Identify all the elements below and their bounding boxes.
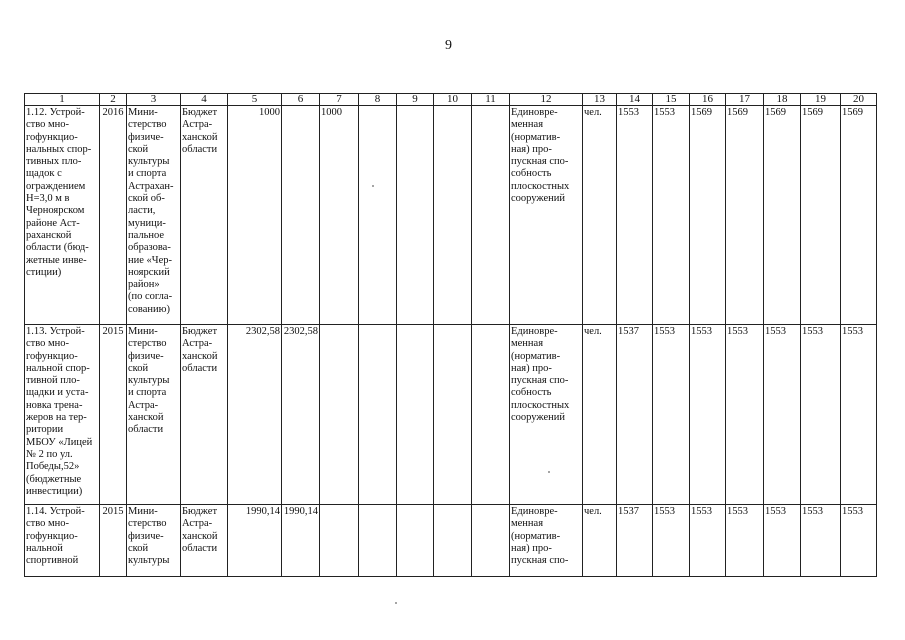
column-number-17: 17 (726, 94, 764, 106)
amount-cell (397, 106, 434, 325)
indicator-value-cell: 1553 (801, 325, 841, 505)
indicator-value-cell: 1553 (841, 325, 877, 505)
indicator-value-cell: 1553 (726, 505, 764, 577)
indicator-value-cell: 1553 (690, 325, 726, 505)
amount-2016-cell (320, 505, 359, 577)
column-number-6: 6 (282, 94, 320, 106)
funding-source-cell: Бюджет Астра- ханской области (181, 106, 228, 325)
indicator-value-cell: 1553 (764, 505, 801, 577)
amount-2016-cell (320, 325, 359, 505)
amount-2016-cell: 1000 (320, 106, 359, 325)
indicator-value-cell: 1537 (617, 505, 653, 577)
amount-cell (472, 325, 510, 505)
amount-cell (472, 106, 510, 325)
executor-cell: Мини- стерство физиче- ской культуры (127, 505, 181, 577)
indicator-value-cell: 1553 (653, 505, 690, 577)
scan-speck (372, 185, 374, 187)
column-number-4: 4 (181, 94, 228, 106)
year-cell: 2015 (100, 325, 127, 505)
indicator-value-cell: 1553 (653, 325, 690, 505)
amount-cell (359, 505, 397, 577)
column-number-12: 12 (510, 94, 583, 106)
indicator-value-cell: 1537 (617, 325, 653, 505)
measure-name-cell: 1.12. Устрой- ство мно- гофункцио- нальных спор- тивных пло- щадок с ограждением Н=3,0 м в Черноярском районе Аст- раханской области (бюд- жетные инве- стиции) (25, 106, 100, 325)
indicator-name-cell: Единовре- менная (норматив- ная) про- пускная спо- (510, 505, 583, 577)
column-number-11: 11 (472, 94, 510, 106)
column-number-row (25, 94, 877, 106)
amount-cell (397, 505, 434, 577)
column-number-20: 20 (841, 94, 877, 106)
indicator-name-cell: Единовре- менная (норматив- ная) про- пускная спо- собность плоскостных сооружений (510, 106, 583, 325)
column-number-7: 7 (320, 94, 359, 106)
table-row (25, 106, 877, 325)
column-number-10: 10 (434, 94, 472, 106)
funding-source-cell: Бюджет Астра- ханской области (181, 505, 228, 577)
indicator-value-cell: 1569 (726, 106, 764, 325)
column-number-18: 18 (764, 94, 801, 106)
column-number-13: 13 (583, 94, 617, 106)
column-number-3: 3 (127, 94, 181, 106)
amount-2015-cell: 2302,58 (282, 325, 320, 505)
column-number-9: 9 (397, 94, 434, 106)
column-number-2: 2 (100, 94, 127, 106)
indicator-value-cell: 1569 (801, 106, 841, 325)
indicator-value-cell: 1569 (841, 106, 877, 325)
column-number-14: 14 (617, 94, 653, 106)
amount-cell (359, 106, 397, 325)
column-number-8: 8 (359, 94, 397, 106)
column-number-5: 5 (228, 94, 282, 106)
indicator-value-cell: 1569 (764, 106, 801, 325)
amount-cell (434, 106, 472, 325)
measure-name-cell: 1.13. Устрой- ство мно- гофункцио- нальной спор- тивной пло- щадки и уста- новка трена- жеров на тер- ритории МБОУ «Лицей № 2 по ул. Победы,52» (бюджетные инвестиции) (25, 325, 100, 505)
unit-cell: чел. (583, 325, 617, 505)
indicator-value-cell: 1553 (653, 106, 690, 325)
column-number-15: 15 (653, 94, 690, 106)
executor-cell: Мини- стерство физиче- ской культуры и спорта Астрахан- ской об- ласти, муници- пальное образова- ние «Чер- ноярский район» (по согла- сованию) (127, 106, 181, 325)
measure-name-cell: 1.14. Устрой- ство мно- гофункцио- нальной спортивной (25, 505, 100, 577)
amount-cell (434, 325, 472, 505)
page-number: 9 (445, 38, 452, 53)
total-amount-cell: 1990,14 (228, 505, 282, 577)
indicator-value-cell: 1553 (801, 505, 841, 577)
indicator-value-cell: 1553 (690, 505, 726, 577)
amount-cell (472, 505, 510, 577)
year-cell: 2016 (100, 106, 127, 325)
unit-cell: чел. (583, 106, 617, 325)
indicator-value-cell: 1553 (726, 325, 764, 505)
scan-speck (548, 471, 550, 473)
column-number-16: 16 (690, 94, 726, 106)
indicator-value-cell: 1569 (690, 106, 726, 325)
funding-source-cell: Бюджет Астра- ханской области (181, 325, 228, 505)
amount-cell (397, 325, 434, 505)
column-number-1: 1 (25, 94, 100, 106)
indicator-value-cell: 1553 (617, 106, 653, 325)
indicator-value-cell: 1553 (764, 325, 801, 505)
amount-2015-cell (282, 106, 320, 325)
scan-speck (395, 602, 397, 604)
program-table (24, 93, 877, 577)
year-cell: 2015 (100, 505, 127, 577)
total-amount-cell: 1000 (228, 106, 282, 325)
total-amount-cell: 2302,58 (228, 325, 282, 505)
amount-2015-cell: 1990,14 (282, 505, 320, 577)
indicator-value-cell: 1553 (841, 505, 877, 577)
table-row (25, 325, 877, 505)
indicator-name-cell: Единовре- менная (норматив- ная) про- пускная спо- собность плоскостных сооружений (510, 325, 583, 505)
amount-cell (359, 325, 397, 505)
column-number-19: 19 (801, 94, 841, 106)
unit-cell: чел. (583, 505, 617, 577)
executor-cell: Мини- стерство физиче- ской культуры и спорта Астра- ханской области (127, 325, 181, 505)
amount-cell (434, 505, 472, 577)
table-row (25, 505, 877, 577)
